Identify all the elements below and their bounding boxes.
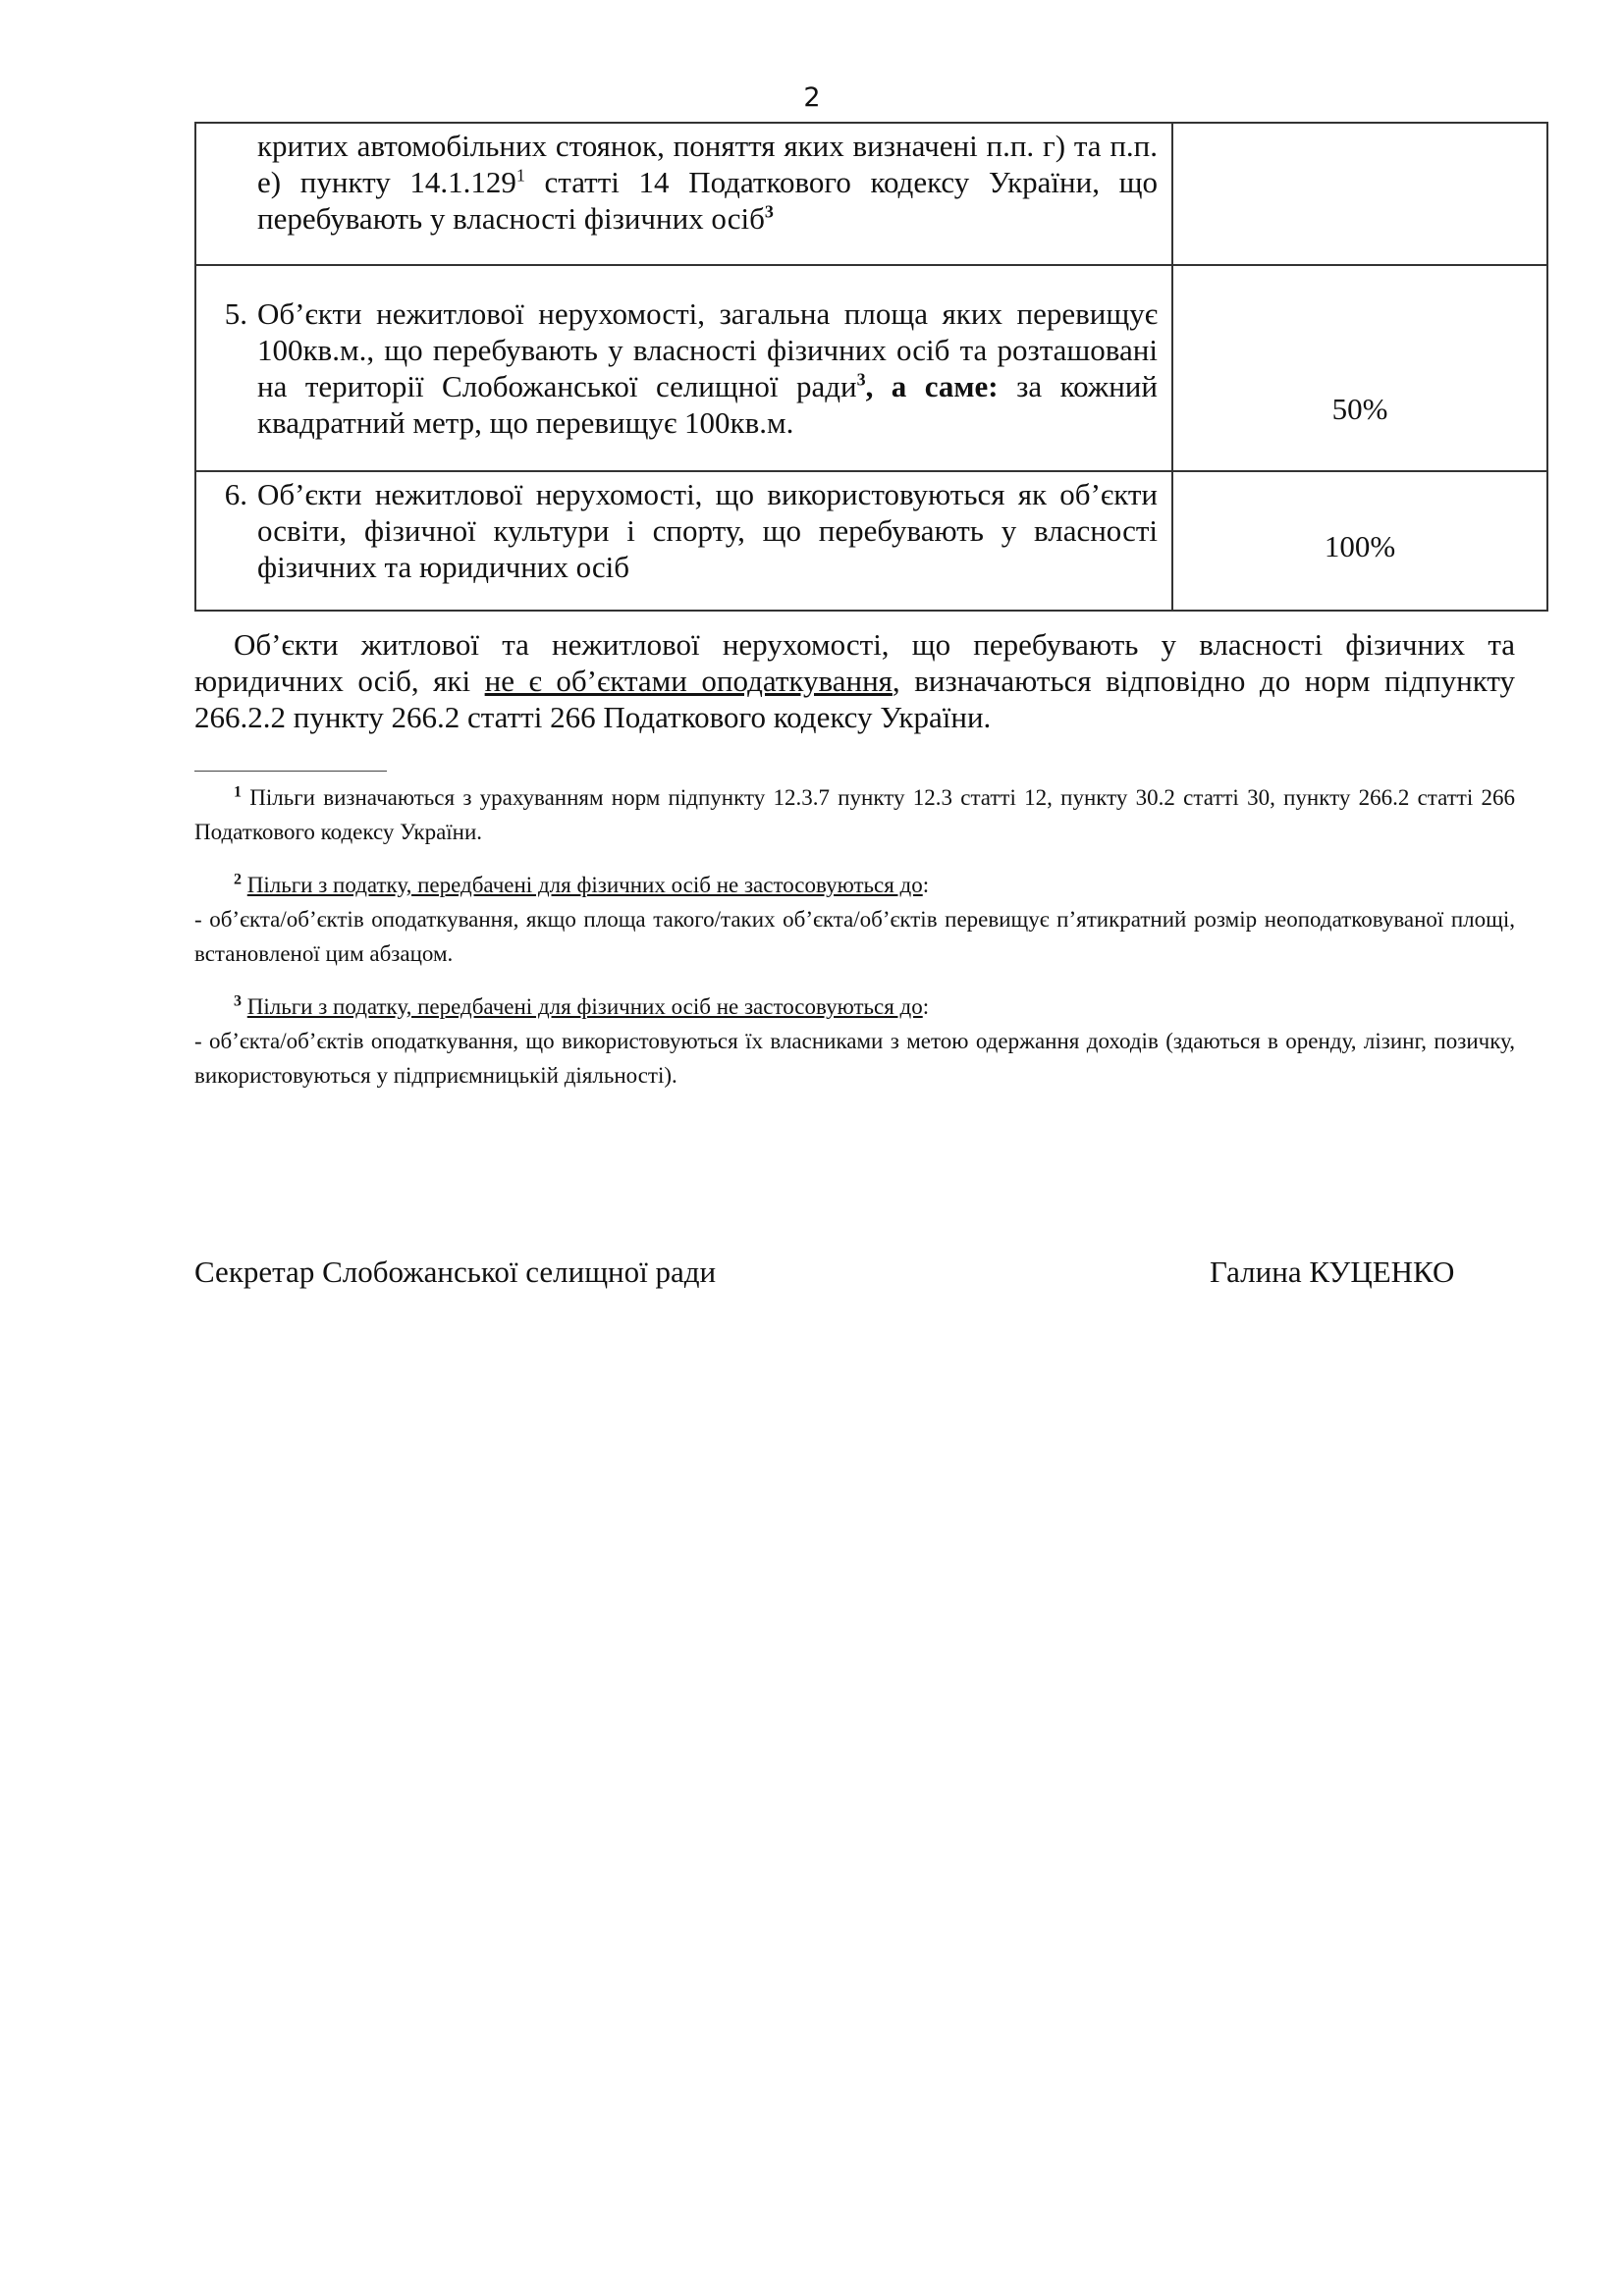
footnote-mark: 3 [234,992,242,1010]
footnote-colon: : [922,994,930,1019]
benefits-table [194,122,1548,612]
footnote-3 [194,989,1515,1093]
table-row [195,123,1547,265]
rate-value: 100% [1324,529,1396,563]
rate-cell [1172,265,1547,471]
footnote-heading: Пільги з податку, передбачені для фізичних осіб не застосовуються до [246,994,923,1019]
object-cell [195,123,1172,265]
signatory-position: Секретар Слобожанської селищної ради [194,1255,717,1289]
footnote-text: Пільги визначаються з урахуванням норм підпункту 12.3.7 пункту 12.3 статті 12, пункту 30.2 статті 30, пункту 266.2 статті 266 Податкового кодексу України. [194,785,1515,844]
rate-cell [1172,123,1547,265]
object-description [196,472,1171,585]
footnote-mark: 2 [234,871,242,888]
object-text: за кожний квадратний метр, що перевищує 100кв.м. [257,369,1158,440]
object-text: Об’єкти нежитлової нерухомості, що використовуються як об’єкти освіти, фізичної культури і спорту, що перебувають у власності фізичних та юридичних осіб [257,477,1158,584]
object-description [196,124,1171,237]
footnote-1 [194,780,1515,849]
footnote-text: - об’єкта/об’єктів оподаткування, що використовуються їх власниками з метою одержання доходів (здаються в оренду, лізинг, позичку, використовуються у підприємницькій діяльності). [194,1029,1515,1088]
object-text: критих автомобільних стоянок, поняття яких визначені п.п. г) та п.п. е) пункту 14.1.129 [257,129,1158,199]
footnote-ref: 3 [764,201,774,222]
footnote-separator [194,771,387,772]
rate-cell [1172,471,1547,611]
footnote-mark: 1 [234,783,242,801]
row-number: 5. [224,296,247,331]
paragraph-text: , визначаються відповідно до норм підпункту 266.2.2 пункту 266.2 статті 266 Податкового кодексу України. [194,664,1515,734]
object-text: статті 14 Податкового кодексу України, що перебувають у власності фізичних осіб [257,165,1158,236]
footnote-2 [194,868,1515,971]
page-number: 2 [803,82,821,113]
object-description [196,266,1171,441]
footnote-text: - об’єкта/об’єктів оподаткування, якщо площа такого/таких об’єкта/об’єктів перевищує п’ятикратний розмір неоподатковуваної площі, встановленої цим абзацом. [194,907,1515,966]
table-row [195,471,1547,611]
footnote-ref: 1 [515,165,525,186]
signatory-name: Галина КУЦЕНКО [1210,1255,1455,1289]
object-cell [195,265,1172,471]
object-text: Об’єкти нежитлової нерухомості, загальна площа яких перевищує 100кв.м., що перебувають у власності фізичних осіб та розташовані на території Слобожанської селищної ради [257,296,1158,403]
object-cell [195,471,1172,611]
footnote-colon: : [922,873,930,897]
main-paragraph [194,626,1515,735]
paragraph-underlined: не є об’єктами оподаткування [484,664,893,698]
row-number: 6. [224,477,247,511]
rate-value: 50% [1331,392,1388,426]
footnote-heading: Пільги з податку, передбачені для фізичних осіб не застосовуються до [246,873,923,897]
object-text-bold: , а саме: [865,369,999,403]
footnote-ref: 3 [856,369,866,390]
table-row [195,265,1547,471]
paragraph-text: Об’єкти житлової та нежитлової нерухомості, що перебувають у власності фізичних та юридичних осіб, які [194,627,1515,698]
